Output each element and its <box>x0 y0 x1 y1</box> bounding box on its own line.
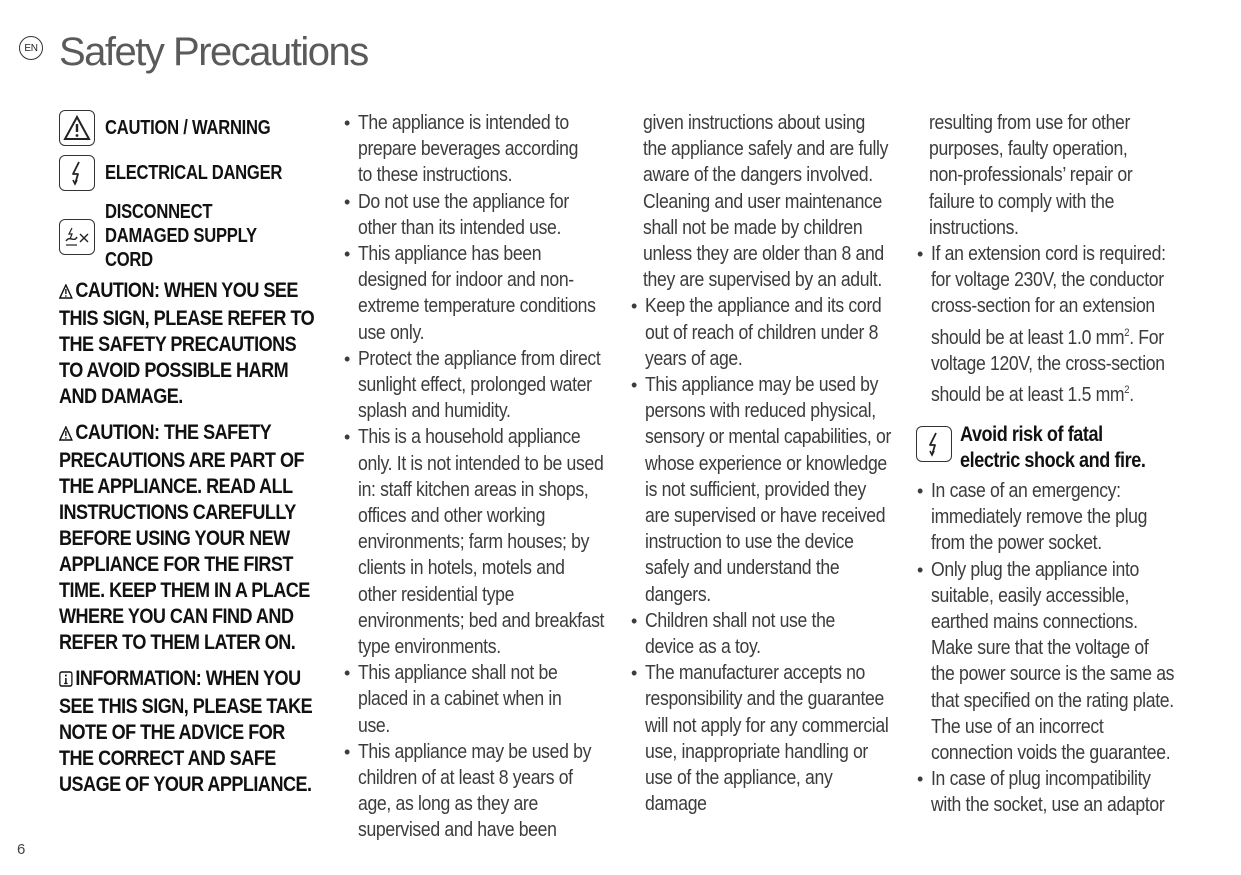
warning-triangle-icon <box>59 280 73 306</box>
legend-label-caution: CAUTION / WARNING <box>105 116 271 139</box>
information-notice-text: INFORMATION: WHEN YOU SEE THIS SIGN, PLEASE TAKE NOTE OF THE ADVICE FOR THE CORRECT AND SAFE USAGE OF YOUR APPLIANCE. <box>59 667 313 796</box>
extension-text-part3: . <box>1129 382 1134 406</box>
list-item: • This appliance may be used by persons with reduced physical, sensory or mental capabilities, or whose experience or knowledge is not sufficient, provided they are supervised or have received instruction to use the device safely and understand the dangers. <box>630 372 905 608</box>
list-item: • In case of plug incompatibility with the socket, use an adaptor <box>916 766 1191 818</box>
safety-list-column-3 <box>630 110 905 817</box>
shock-warning-title: Avoid risk of fatal electric shock and fire. <box>960 422 1146 472</box>
legend-label-electrical: ELECTRICAL DANGER <box>105 161 283 184</box>
lightning-bolt-icon <box>59 155 95 191</box>
shock-warning-heading <box>916 422 1191 474</box>
page-title: Safety Precautions <box>59 30 368 74</box>
list-item: • Do not use the appliance for other than its intended use. <box>343 189 613 241</box>
list-item <box>916 241 1191 408</box>
list-item: • Children shall not use the device as a toy. <box>630 608 905 660</box>
list-item: • The appliance is intended to prepare beverages according to these instructions. <box>343 110 613 189</box>
safety-part-notice <box>59 420 321 656</box>
caution-notice-text: CAUTION: WHEN YOU SEE THIS SIGN, PLEASE REFER TO THE SAFETY PRECAUTIONS TO AVOID POSSIBLE HARM AND DAMAGE. <box>59 279 315 408</box>
symbol-legend-column <box>59 110 321 808</box>
legend-electrical <box>59 155 321 191</box>
superscript: 2 <box>1124 383 1130 396</box>
lightning-bolt-icon <box>916 426 952 462</box>
damaged-cord-icon <box>59 219 95 255</box>
warning-triangle-icon <box>59 422 73 448</box>
list-item: • In case of an emergency: immediately remove the plug from the power socket. <box>916 478 1191 557</box>
information-icon <box>59 668 73 694</box>
list-item: • This appliance may be used by children of at least 8 years of age, as long as they are supervised and have been <box>343 739 613 844</box>
extension-text-part1: If an extension cord is required: for voltage 230V, the conductor cross-section for an extension should be at least 1.0 mm <box>931 242 1166 349</box>
warning-triangle-icon <box>59 110 95 146</box>
safety-list-column-2 <box>343 110 613 844</box>
legend-damaged-cord <box>59 200 321 272</box>
language-badge: EN <box>19 36 43 60</box>
list-item: • This is a household appliance only. It is not intended to be used in: staff kitchen areas in shops, offices and other working environments; farm houses; by clients in hotels, motels and other residential type environments; bed and breakfast type environments. <box>343 424 613 660</box>
list-item-continuation: given instructions about using the appliance safely and are fully aware of the dangers involved. Cleaning and user maintenance shall not be made by children unless they are older than 8 and they are supervised by an adult. <box>643 111 889 292</box>
list-item: • Only plug the appliance into suitable, easily accessible, earthed mains connections. Make sure that the voltage of the power source is the same as that specified on the rating plate. The use of an incorrect connection voids the guarantee. <box>916 557 1191 767</box>
page-number: 6 <box>17 841 26 858</box>
list-item: • This appliance has been designed for indoor and non-extreme temperature conditions use only. <box>343 241 613 346</box>
safety-list-column-4 <box>916 110 1191 819</box>
legend-caution <box>59 110 321 146</box>
list-item: • Protect the appliance from direct sunlight effect, prolonged water splash and humidity. <box>343 346 613 425</box>
superscript: 2 <box>1124 326 1130 339</box>
list-item: • The manufacturer accepts no responsibility and the guarantee will not apply for any commercial use, inappropriate handling or use of the appliance, any damage <box>630 660 905 817</box>
list-item-continuation: resulting from use for other purposes, faulty operation, non-professionals’ repair or failure to comply with the instructions. <box>929 111 1133 239</box>
legend-label-damaged-cord: DISCONNECT DAMAGED SUPPLY CORD <box>105 201 257 271</box>
list-item: • This appliance shall not be placed in a cabinet when in use. <box>343 660 613 739</box>
list-item: • Keep the appliance and its cord out of reach of children under 8 years of age. <box>630 293 905 372</box>
extension-text-part2: . For voltage 120V, the cross-section should be at least 1.5 mm <box>931 325 1165 406</box>
safety-part-notice-text: CAUTION: THE SAFETY PRECAUTIONS ARE PART OF THE APPLIANCE. READ ALL INSTRUCTIONS CAREFULLY BEFORE USING YOUR NEW APPLIANCE FOR THE FIRST TIME. KEEP THEM IN A PLACE WHERE YOU CAN FIND AND REFER TO THEM LATER ON. <box>59 421 310 654</box>
caution-notice <box>59 278 321 410</box>
information-notice <box>59 666 321 798</box>
